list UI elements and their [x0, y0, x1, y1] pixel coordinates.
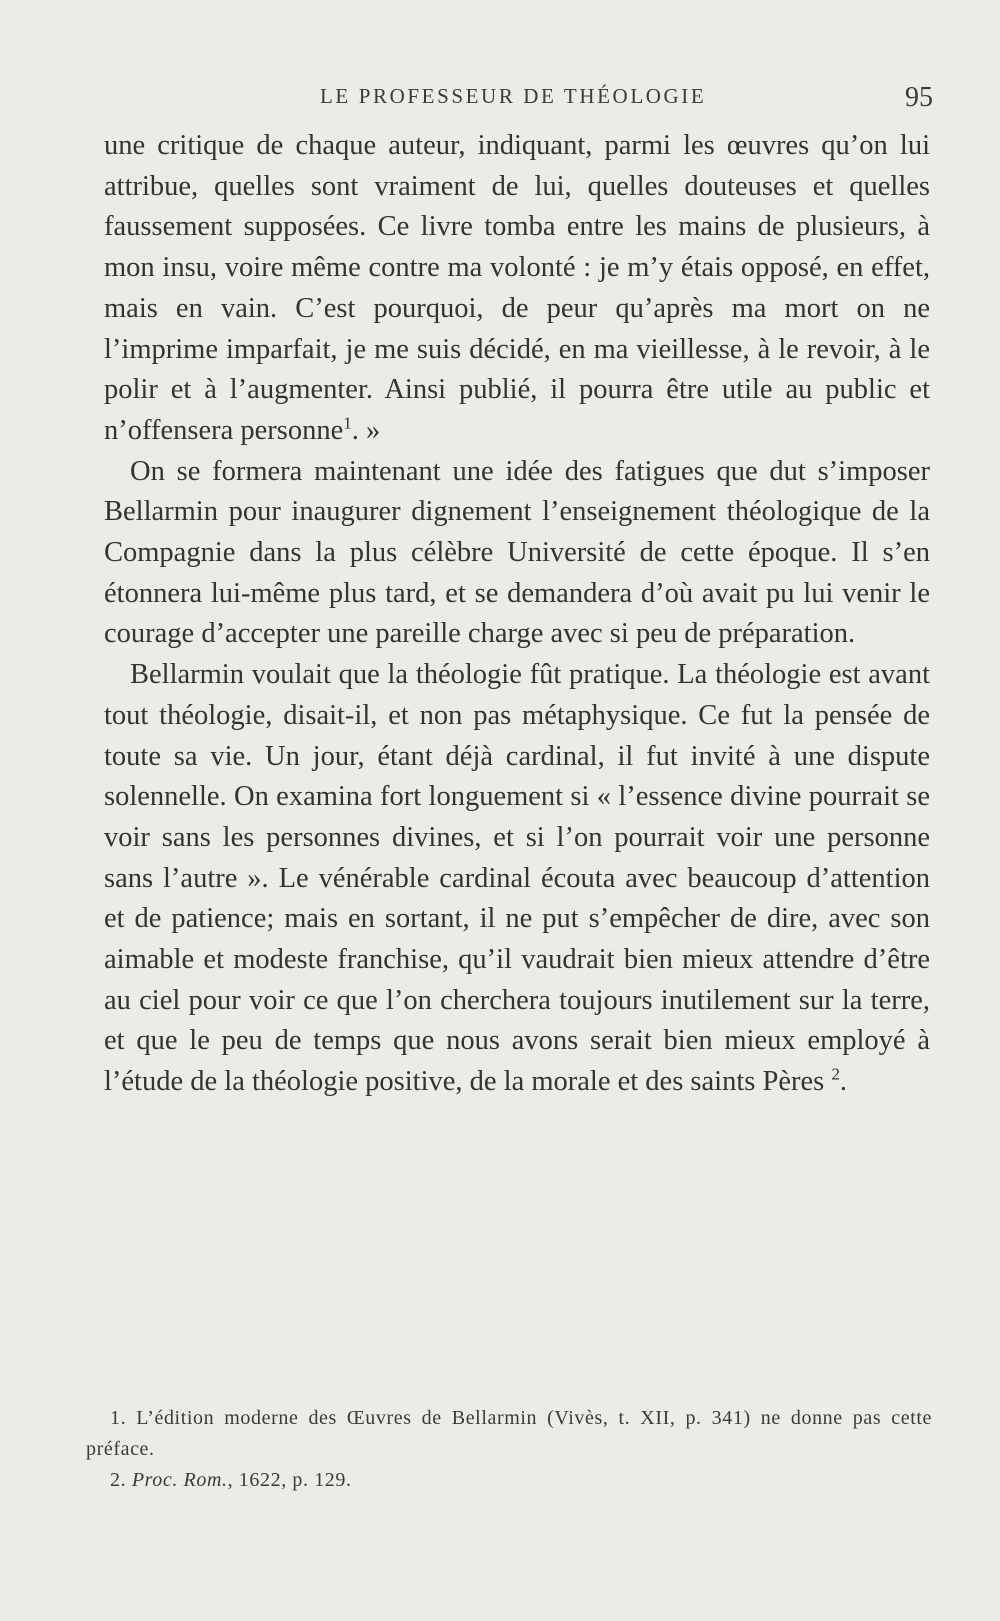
footnote-1-text: L’édition moderne des Œuvres de Bellarmin (Vivès, t. XII, p. 341) ne donne pas cette préface. — [86, 1407, 932, 1460]
footnote-2-marker: 2. — [110, 1469, 127, 1491]
footnote-2-text: , 1622, p. 129. — [227, 1469, 352, 1491]
paragraph-1-end: . » — [351, 414, 381, 446]
footnote-1-marker: 1. — [110, 1407, 127, 1429]
footnotes — [86, 1403, 932, 1496]
paragraph-3-end: . — [839, 1066, 847, 1098]
paragraph-1 — [104, 126, 930, 452]
running-head — [0, 84, 1000, 114]
footnote-2 — [86, 1465, 932, 1496]
footnote-ref-2: 2 — [831, 1064, 840, 1084]
footnote-1 — [86, 1403, 932, 1465]
paragraph-2: On se formera maintenant une idée des fatigues que dut s’imposer Bellarmin pour inaugurer dignement l’enseignement théologique de la Compagnie dans la plus célèbre Université de cette époque. Il s’en étonnera lui-même plus tard, et se demandera d’où avait pu lui venir le courage d’accepter une pareille charge avec si peu de préparation. — [104, 455, 930, 650]
paragraph-3-text: Bellarmin voulait que la théologie fût pratique. La théologie est avant tout théologie, disait-il, et non pas métaphysique. Ce fut la pensée de toute sa vie. Un jour, étant déjà cardinal, il fut invité à une dispute solennelle. On examina fort longuement si « l’essence divine pourrait se voir sans les personnes divines, et si l’on pourrait voir une personne sans l’autre ». Le vénérable cardinal écouta avec beaucoup d’attention et de patience; mais en sortant, il ne put s’empêcher de dire, avec son aimable et modeste franchise, qu’il vaudrait bien mieux attendre d’être au ciel pour voir ce que l’on cherchera toujours inutilement sur la terre, et que le peu de temps que nous avons serait bien mieux employé à l’étude de la théologie positive, de la morale et des saints Pères — [104, 659, 930, 1098]
paragraph-1-text: une critique de chaque auteur, indiquant, parmi les œuvres qu’on lui attribue, quelles sont vraiment de lui, quelles douteuses et quelles faussement supposées. Ce livre tomba entre les mains de plusieurs, à mon insu, voire même contre ma volonté : je m’y étais opposé, en effet, mais en vain. C’est pourquoi, de peur qu’après ma mort on ne l’imprime imparfait, je me suis décidé, en ma vieillesse, à le revoir, à le polir et à l’augmenter. Ainsi publié, il pourra être utile au public et n’offensera personne — [104, 130, 930, 446]
footnote-ref-1: 1 — [343, 413, 352, 433]
page-number: 95 — [905, 82, 933, 113]
body-text — [104, 126, 930, 1103]
footnote-2-source: Proc. Rom. — [131, 1469, 228, 1491]
paragraph-3 — [104, 655, 930, 1103]
running-title: LE PROFESSEUR DE THÉOLOGIE — [320, 84, 707, 108]
